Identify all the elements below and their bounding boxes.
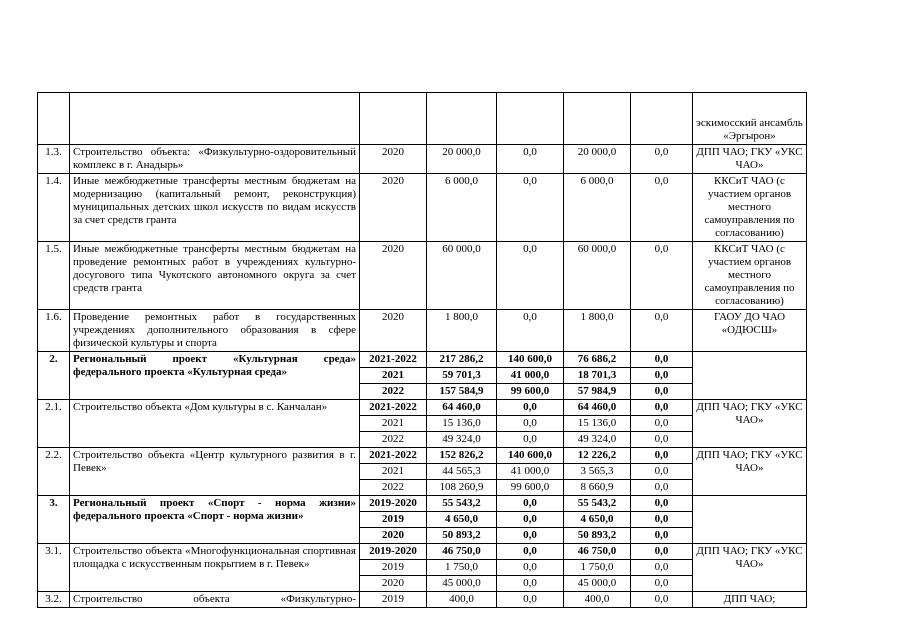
cell-name: Строительство объекта «Многофункциональная спортивная площадка с искусственным покрытием в г. Певек» [70,544,360,592]
cell-name: Строительство объекта: «Физкультурно-оздоровительный комплекс в г. Анадырь» [70,145,360,174]
cell-federal: 0,0 [497,560,564,576]
cell-okrug [564,93,631,145]
cell-total: 152 826,2 [427,448,497,464]
cell-responsible: ГАОУ ДО ЧАО «ОДЮСШ» [693,310,807,352]
cell-okrug: 15 136,0 [564,416,631,432]
cell-federal: 140 600,0 [497,448,564,464]
table-row [38,400,807,416]
cell-total: 60 000,0 [427,242,497,310]
cell-total: 1 800,0 [427,310,497,352]
cell-local: 0,0 [631,528,693,544]
cell-year [360,93,427,145]
cell-local: 0,0 [631,416,693,432]
cell-local: 0,0 [631,496,693,512]
table-row [38,174,807,242]
cell-okrug: 45 000,0 [564,576,631,592]
cell-number: 1.6. [38,310,70,352]
cell-year: 2022 [360,384,427,400]
cell-okrug: 18 701,3 [564,368,631,384]
cell-federal: 140 600,0 [497,352,564,368]
cell-total: 59 701,3 [427,368,497,384]
cell-responsible: ДПП ЧАО; ГКУ «УКС ЧАО» [693,400,807,448]
table-row [38,544,807,560]
cell-responsible: ККСиТ ЧАО (с участием органов местного самоуправления по согласованию) [693,174,807,242]
cell-local: 0,0 [631,384,693,400]
cell-federal: 0,0 [497,432,564,448]
cell-total: 50 893,2 [427,528,497,544]
cell-year: 2020 [360,528,427,544]
cell-federal: 41 000,0 [497,368,564,384]
cell-okrug: 4 650,0 [564,512,631,528]
cell-federal: 0,0 [497,174,564,242]
cell-responsible: ДПП ЧАО; [693,592,807,608]
cell-federal: 0,0 [497,310,564,352]
cell-local: 0,0 [631,560,693,576]
cell-okrug: 8 660,9 [564,480,631,496]
cell-okrug: 20 000,0 [564,145,631,174]
cell-federal: 0,0 [497,592,564,608]
cell-year: 2022 [360,432,427,448]
cell-total: 4 650,0 [427,512,497,528]
cell-name: Строительство объекта «Центр культурного развития в г. Певек» [70,448,360,496]
cell-federal: 0,0 [497,400,564,416]
cell-okrug: 1 750,0 [564,560,631,576]
cell-number: 1.3. [38,145,70,174]
cell-year: 2020 [360,242,427,310]
cell-name: Проведение ремонтных работ в государственных учреждениях дополнительного образования в сфере физической культуры и спорта [70,310,360,352]
cell-local: 0,0 [631,174,693,242]
cell-name: Иные межбюджетные трансферты местным бюджетам на проведение ремонтных работ в учреждениях культурно-досугового типа Чукотского автономного округа за счет средств гранта [70,242,360,310]
cell-total: 20 000,0 [427,145,497,174]
cell-local: 0,0 [631,464,693,480]
cell-federal: 41 000,0 [497,464,564,480]
cell-year: 2021-2022 [360,400,427,416]
cell-federal: 0,0 [497,416,564,432]
cell-name: Иные межбюджетные трансферты местным бюджетам на модернизацию (капитальный ремонт, реконструкция) муниципальных детских школ искусств по видам искусств за счет средств гранта [70,174,360,242]
table-row [38,145,807,174]
cell-number: 2. [38,352,70,400]
table-row [38,496,807,512]
cell-total: 49 324,0 [427,432,497,448]
cell-year: 2019-2020 [360,544,427,560]
cell-responsible: ДПП ЧАО; ГКУ «УКС ЧАО» [693,145,807,174]
cell-okrug: 76 686,2 [564,352,631,368]
cell-name: Региональный проект «Спорт - норма жизни» федерального проекта «Спорт - норма жизни» [70,496,360,544]
cell-number [38,93,70,145]
cell-federal: 0,0 [497,576,564,592]
cell-local: 0,0 [631,480,693,496]
cell-responsible: ДПП ЧАО; ГКУ «УКС ЧАО» [693,448,807,496]
cell-total: 44 565,3 [427,464,497,480]
cell-okrug: 3 565,3 [564,464,631,480]
cell-okrug: 57 984,9 [564,384,631,400]
cell-total [427,93,497,145]
cell-name: Региональный проект «Культурная среда» федерального проекта «Культурная среда» [70,352,360,400]
cell-total: 157 584,9 [427,384,497,400]
cell-okrug: 46 750,0 [564,544,631,560]
cell-responsible: ДПП ЧАО; ГКУ «УКС ЧАО» [693,544,807,592]
table-row [38,93,807,145]
cell-okrug: 400,0 [564,592,631,608]
cell-year: 2021 [360,464,427,480]
cell-federal: 0,0 [497,242,564,310]
cell-total: 400,0 [427,592,497,608]
cell-federal: 0,0 [497,145,564,174]
cell-year: 2020 [360,576,427,592]
cell-okrug: 12 226,2 [564,448,631,464]
cell-total: 64 460,0 [427,400,497,416]
cell-total: 15 136,0 [427,416,497,432]
cell-okrug: 50 893,2 [564,528,631,544]
cell-local: 0,0 [631,544,693,560]
cell-local: 0,0 [631,432,693,448]
cell-responsible [693,352,807,400]
table-row [38,592,807,608]
cell-federal: 0,0 [497,496,564,512]
cell-name [70,93,360,145]
cell-local: 0,0 [631,592,693,608]
cell-federal: 0,0 [497,528,564,544]
cell-year: 2019 [360,592,427,608]
cell-number: 1.4. [38,174,70,242]
cell-federal [497,93,564,145]
table-row [38,448,807,464]
cell-local: 0,0 [631,368,693,384]
table-row [38,352,807,368]
cell-local: 0,0 [631,242,693,310]
cell-year: 2022 [360,480,427,496]
cell-year: 2021 [360,368,427,384]
cell-year: 2020 [360,174,427,242]
cell-federal: 0,0 [497,544,564,560]
cell-okrug: 1 800,0 [564,310,631,352]
table-row [38,242,807,310]
cell-year: 2020 [360,145,427,174]
cell-year: 2021 [360,416,427,432]
cell-responsible [693,496,807,544]
cell-local: 0,0 [631,576,693,592]
cell-year: 2020 [360,310,427,352]
cell-year: 2019 [360,512,427,528]
cell-total: 6 000,0 [427,174,497,242]
cell-federal: 0,0 [497,512,564,528]
budget-table [37,92,807,608]
cell-name: Строительство объекта «Физкультурно- [70,592,360,608]
cell-responsible: эскимосский ансамбль «Эргырон» [693,93,807,145]
cell-okrug: 64 460,0 [564,400,631,416]
cell-year: 2019-2020 [360,496,427,512]
cell-local: 0,0 [631,448,693,464]
cell-federal: 99 600,0 [497,384,564,400]
cell-number: 3. [38,496,70,544]
cell-federal: 99 600,0 [497,480,564,496]
table-row [38,310,807,352]
cell-okrug: 49 324,0 [564,432,631,448]
cell-local: 0,0 [631,145,693,174]
cell-local: 0,0 [631,512,693,528]
cell-total: 108 260,9 [427,480,497,496]
cell-number: 3.1. [38,544,70,592]
cell-okrug: 55 543,2 [564,496,631,512]
cell-name: Строительство объекта «Дом культуры в с. Канчалан» [70,400,360,448]
cell-local: 0,0 [631,310,693,352]
cell-year: 2019 [360,560,427,576]
cell-local: 0,0 [631,400,693,416]
cell-okrug: 60 000,0 [564,242,631,310]
cell-number: 3.2. [38,592,70,608]
cell-number: 2.2. [38,448,70,496]
cell-number: 1.5. [38,242,70,310]
cell-total: 45 000,0 [427,576,497,592]
cell-local [631,93,693,145]
cell-year: 2021-2022 [360,448,427,464]
cell-total: 55 543,2 [427,496,497,512]
cell-responsible: ККСиТ ЧАО (с участием органов местного самоуправления по согласованию) [693,242,807,310]
cell-total: 46 750,0 [427,544,497,560]
cell-number: 2.1. [38,400,70,448]
cell-total: 217 286,2 [427,352,497,368]
cell-year: 2021-2022 [360,352,427,368]
cell-local: 0,0 [631,352,693,368]
cell-total: 1 750,0 [427,560,497,576]
cell-okrug: 6 000,0 [564,174,631,242]
